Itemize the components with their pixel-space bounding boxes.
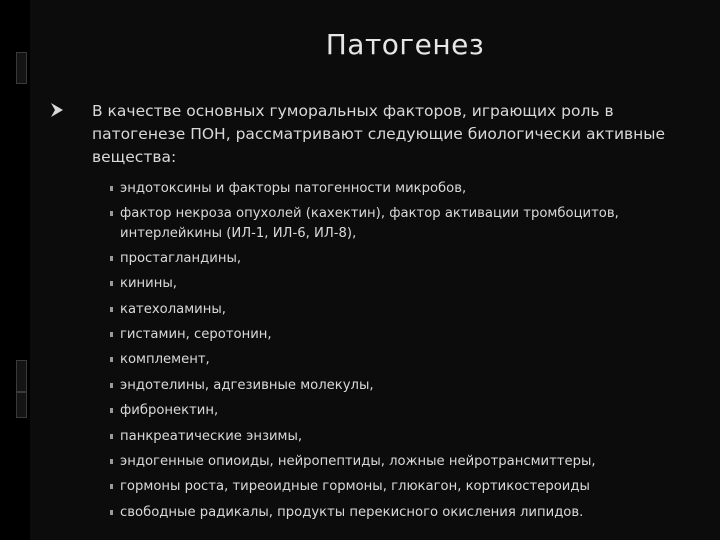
list-item [110,322,710,347]
list-item [110,500,710,525]
list-item [110,474,710,499]
list-item-text: гормоны роста, тиреоидные гормоны, глюкагон, кортикостероиды [120,479,590,495]
decorative-bar [16,360,27,392]
list-item [110,297,710,322]
list-item [110,347,710,372]
bullet-icon [110,383,113,388]
list-item-text: кинины, [120,276,177,292]
list-item-text: катехоламины, [120,301,226,317]
list-item-text: простагландины, [120,250,242,266]
list-item-text: эндогенные опиоиды, нейропептиды, ложные нейротрансмиттеры, [120,454,596,470]
list-item-text: свободные радикалы, продукты перекисного окисления липидов. [120,504,584,520]
bullet-icon [110,510,113,515]
list-item-text: эндотоксины и факторы патогенности микробов, [120,181,467,196]
bullet-icon [110,332,113,337]
list-item [110,176,710,201]
list-item [110,449,710,474]
list-item [110,398,710,423]
list-item-text: комплемент, [120,352,210,368]
list-item-text: фактор некроза опухолей (кахектин), фактор активации тромбоцитов, [120,206,619,222]
bullet-icon [110,357,113,362]
bullet-icon [110,484,113,489]
list-item [110,246,710,271]
bullet-icon [110,434,113,439]
list-item [110,271,710,296]
main-bullet-text: В качестве основных гуморальных факторов, играющих роль в патогенезе ПОН, рассматривают следующие биологически активные вещества: [92,102,666,166]
list-item [110,424,710,449]
list-item [110,373,710,398]
list-item [110,201,710,243]
arrow-bullet-icon [50,102,64,118]
list-item-text: фибронектин, [120,403,219,419]
factors-list [110,176,710,525]
list-item-text-continued: интерлейкины (ИЛ-1, ИЛ-6, ИЛ-8), [120,225,357,241]
decorative-bar [16,52,27,84]
decorative-bar [16,392,27,418]
list-item-text: эндотелины, адгезивные молекулы, [120,377,374,393]
bullet-icon [110,408,113,413]
bullet-icon [110,307,113,312]
bullet-icon [110,459,113,464]
main-bullet [50,100,690,169]
bullet-icon [110,281,113,286]
list-item-text: гистамин, серотонин, [120,327,272,343]
bullet-icon [110,256,113,261]
slide-title: Патогенез [325,28,485,61]
bullet-icon [110,211,113,216]
list-item-text: панкреатические энзимы, [120,428,303,444]
bullet-icon [110,186,113,191]
